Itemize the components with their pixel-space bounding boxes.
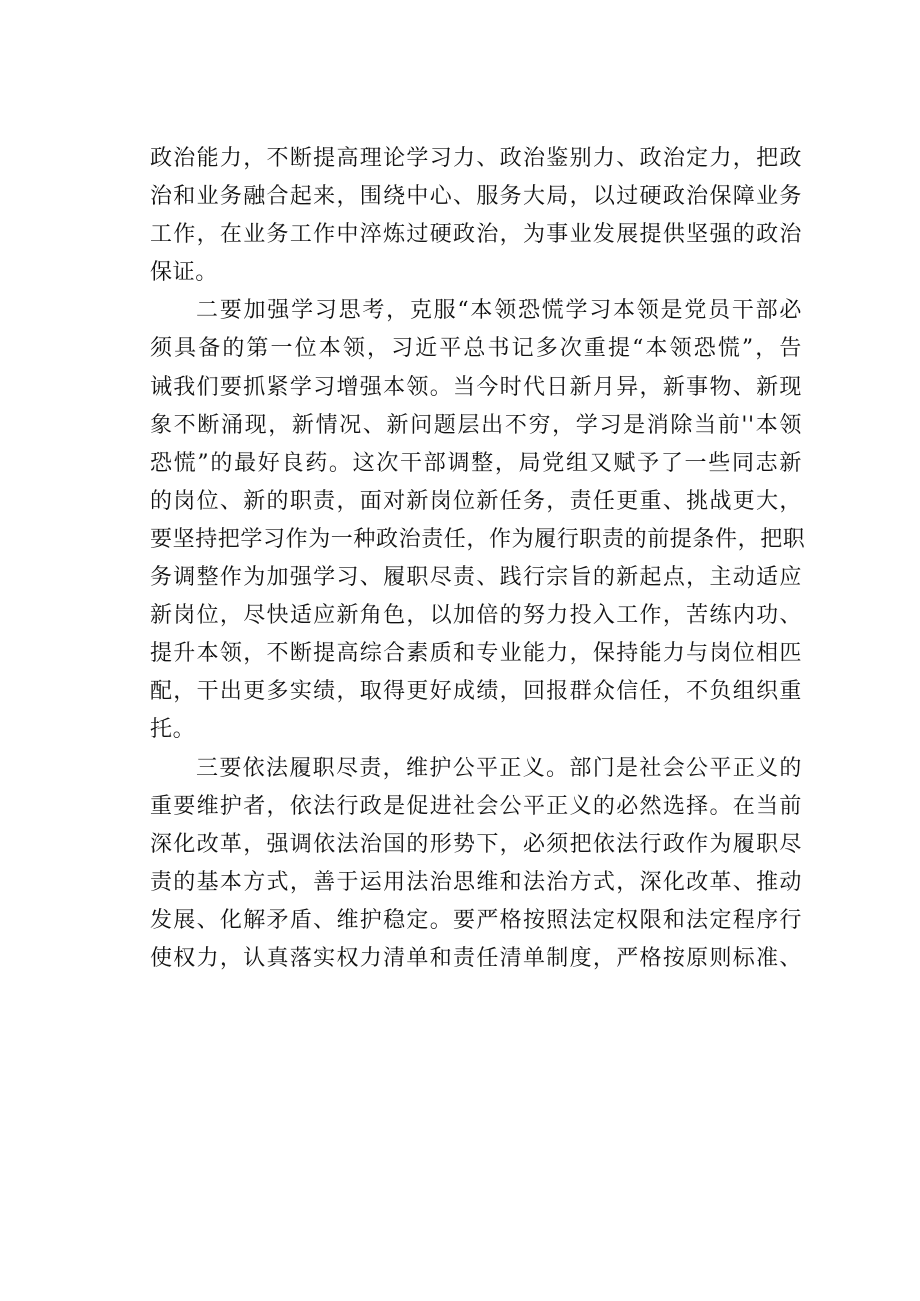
- text-line: 须具备的第一位本领，习近平总书记多次重提“本领恐慌”，告: [150, 336, 802, 362]
- text-line: 政治能力，不断提高理论学习力、政治鉴别力、政治定力，把政: [150, 146, 802, 171]
- text-line: 配，干出更多实绩，取得更好成绩，回报群众信任，不负组织重: [150, 679, 802, 705]
- text-line: 二要加强学习思考，克服“本领恐慌学习本领是党员干部必: [196, 298, 802, 324]
- text-line: 深化改革，强调依法治国的形势下，必须把依法行政作为履职尽: [150, 831, 802, 857]
- text-line: 托。: [150, 717, 196, 743]
- text-line: 务调整作为加强学习、履职尽责、践行宗旨的新起点，主动适应: [150, 565, 802, 591]
- text-line: 诫我们要抓紧学习增强本领。当今时代日新月异，新事物、新现: [150, 374, 802, 400]
- body-text: [150, 140, 806, 978]
- text-line: 保证。: [150, 260, 218, 286]
- text-line: 治和业务融合起来，围绕中心、服务大局，以过硬政治保障业务: [150, 184, 802, 210]
- text-line: 新岗位，尽快适应新角色，以加倍的努力投入工作，苦练内功、: [150, 603, 802, 629]
- text-line: 的岗位、新的职责，面对新岗位新任务，责任更重、挑战更大，: [150, 488, 802, 514]
- text-line: 重要维护者，依法行政是促进社会公平正义的必然选择。在当前: [150, 793, 802, 819]
- paragraph-2: [150, 292, 806, 749]
- text-line: 发展、化解矛盾、维护稳定。要严格按照法定权限和法定程序行: [150, 907, 802, 933]
- text-line: 象不断涌现，新情况、新问题层出不穷，学习是消除当前''本领: [150, 412, 802, 438]
- text-line: 工作，在业务工作中淬炼过硬政治，为事业发展提供坚强的政治: [150, 222, 802, 248]
- text-line: 要坚持把学习作为一种政治责任，作为履行职责的前提条件，把职: [150, 526, 806, 552]
- paragraph-1: [150, 140, 802, 292]
- text-line: 使权力，认真落实权力清单和责任清单制度，严格按原则标准、: [150, 945, 802, 971]
- paragraph-3: [150, 750, 802, 979]
- text-line: 三要依法履职尽责，维护公平正义。部门是社会公平正义的: [196, 755, 802, 781]
- text-line: 责的基本方式，善于运用法治思维和法治方式，深化改革、推动: [150, 869, 802, 895]
- text-line: 提升本领，不断提高综合素质和专业能力，保持能力与岗位相匹: [150, 641, 802, 667]
- text-line: 恐慌”的最好良药。这次干部调整，局党组又赋予了一些同志新: [150, 450, 802, 476]
